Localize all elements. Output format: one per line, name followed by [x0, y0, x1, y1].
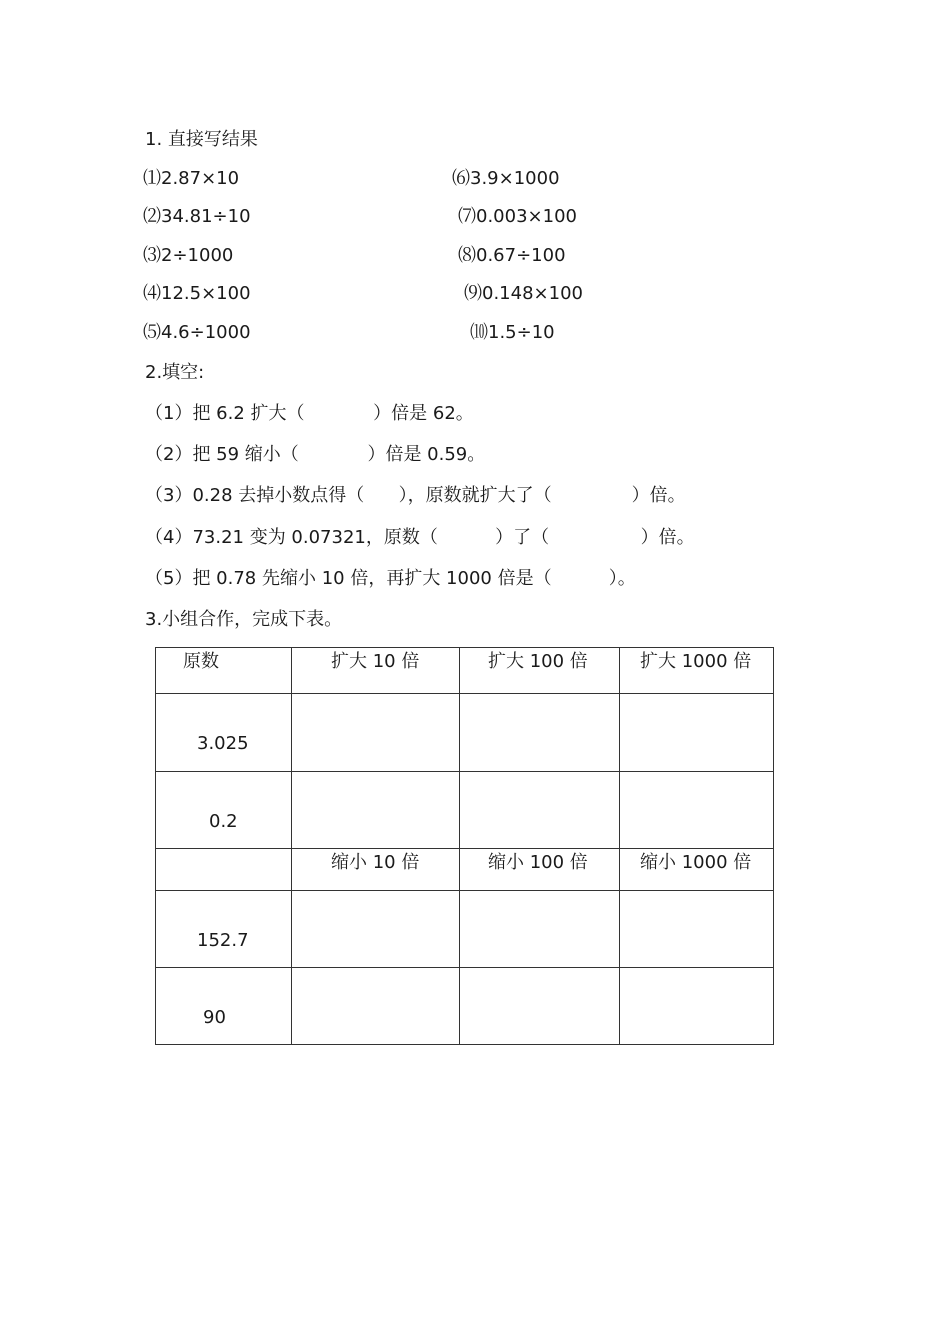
- table-row-value: 152.7: [197, 930, 249, 951]
- table-header-original: 原数: [183, 651, 219, 672]
- exercise-8: ⑻0.67÷100: [458, 245, 566, 266]
- fill-blank-4: （4）73.21 变为 0.07321，原数（ ）了（ ）倍。: [145, 527, 695, 548]
- table-header-div1000: 缩小 1000 倍: [640, 852, 752, 873]
- exercise-6: ⑹3.9×1000: [452, 168, 560, 189]
- table-header-x100: 扩大 100 倍: [488, 651, 588, 672]
- section2-title: 2.填空:: [145, 362, 205, 383]
- fill-blank-5: （5）把 0.78 先缩小 10 倍，再扩大 1000 倍是（ ）。: [145, 568, 636, 589]
- fill-blank-3: （3）0.28 去掉小数点得（ ），原数就扩大了（ ）倍。: [145, 485, 686, 506]
- exercise-4: ⑷12.5×100: [143, 283, 251, 304]
- fill-blank-2: （2）把 59 缩小（ ）倍是 0.59。: [145, 444, 486, 465]
- results-table: [155, 647, 774, 1045]
- exercise-9: ⑼0.148×100: [464, 283, 583, 304]
- exercise-5: ⑸4.6÷1000: [143, 322, 251, 343]
- table-header-x10: 扩大 10 倍: [331, 651, 420, 672]
- exercise-10: ⑽1.5÷10: [470, 322, 555, 343]
- exercise-3: ⑶2÷1000: [143, 245, 234, 266]
- table-row-value: 90: [203, 1007, 226, 1028]
- table-header-x1000: 扩大 1000 倍: [640, 651, 752, 672]
- exercise-1: ⑴2.87×10: [143, 168, 240, 189]
- table-header-div100: 缩小 100 倍: [488, 852, 588, 873]
- exercise-2: ⑵34.81÷10: [143, 206, 251, 227]
- table-row-value: 0.2: [209, 811, 238, 832]
- table-header-div10: 缩小 10 倍: [331, 852, 420, 873]
- table-row-value: 3.025: [197, 733, 249, 754]
- section1-title: 1. 直接写结果: [145, 129, 258, 150]
- fill-blank-1: （1）把 6.2 扩大（ ）倍是 62。: [145, 403, 474, 424]
- section3-title: 3.小组合作，完成下表。: [145, 609, 343, 630]
- exercise-7: ⑺0.003×100: [458, 206, 577, 227]
